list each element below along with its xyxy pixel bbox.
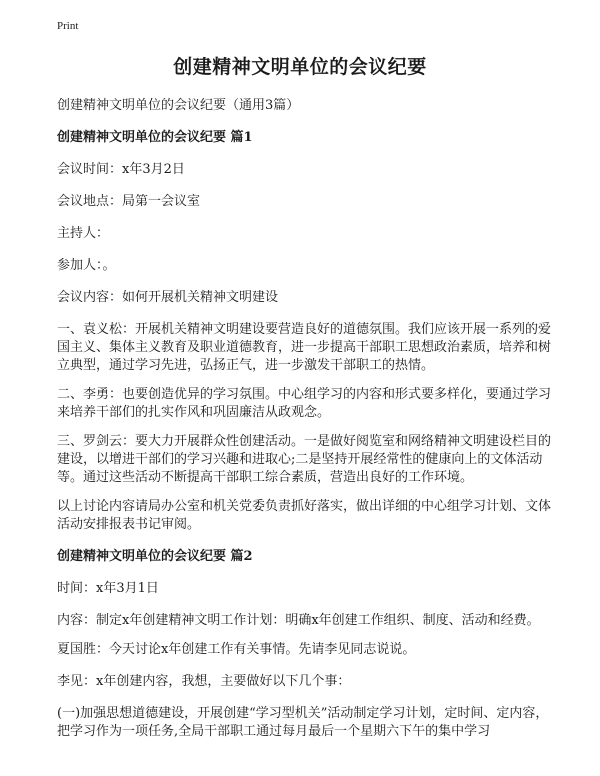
document-title: 创建精神文明单位的会议纪要 xyxy=(173,56,427,78)
meeting-host: 主持人： xyxy=(57,226,110,241)
section1-heading: 创建精神文明单位的会议纪要 篇1 xyxy=(57,130,253,145)
section1-paragraph: 一、袁义松：开展机关精神文明建设要营造良好的道德氛围。我们应该开展一系列的爱国主义、集体主义教育及职业道德教育，进一步提高干部职工思想政治素质，培养和树立典型，通过学习先进，弘扬正气，进一步激发干部职工的热情。 xyxy=(57,322,552,373)
section2-heading: 创建精神文明单位的会议纪要 篇2 xyxy=(57,549,253,564)
section2-paragraph: 李见：x年创建内容，我想，主要做好以下几个事： xyxy=(57,674,351,689)
section2-time: 时间：x年3月1日 xyxy=(57,581,159,596)
document-body xyxy=(57,97,552,755)
section2-content: 内容：制定x年创建精神文明工作计划：明确x年创建工作组织、制度、活动和经费。 xyxy=(57,613,540,628)
section1-paragraph: 二、李勇：也要创造优异的学习氛围。中心组学习的内容和形式要多样化，要通过学习来培养干部们的扎实作风和巩固廉洁从政观念。 xyxy=(57,387,552,420)
document-subtitle: 创建精神文明单位的会议纪要（通用3篇） xyxy=(57,98,300,113)
meeting-topic: 会议内容：如何开展机关精神文明建设 xyxy=(57,290,279,305)
section1-paragraph: 以上讨论内容请局办公室和机关党委负责抓好落实，做出详细的中心组学习计划、文体活动安排报表书记审阅。 xyxy=(57,499,552,532)
section2-paragraph: (一)加强思想道德建设，开展创建“学习型机关”活动制定学习计划，定时间、定内容，把学习作为一项任务,全局干部职工通过每月最后一个星期六下午的集中学习 xyxy=(57,706,549,739)
section1-paragraph: 三、罗剑云：要大力开展群众性创建活动。一是做好阅览室和网络精神文明建设栏目的建设，以增进干部们的学习兴趣和进取心;二是坚持开展经常性的健康向上的文体活动等。通过这些活动不断提高干部职工综合素质，营造出良好的工作环境。 xyxy=(57,434,552,485)
print-label[interactable]: Print xyxy=(57,20,79,32)
meeting-attendees: 参加人：。 xyxy=(57,258,116,273)
section2-paragraph: 夏国胜：今天讨论x年创建工作有关事情。先请李见同志说说。 xyxy=(57,642,416,657)
meeting-time: 会议时间：x年3月2日 xyxy=(57,162,185,177)
meeting-place: 会议地点：局第一会议室 xyxy=(57,194,201,209)
